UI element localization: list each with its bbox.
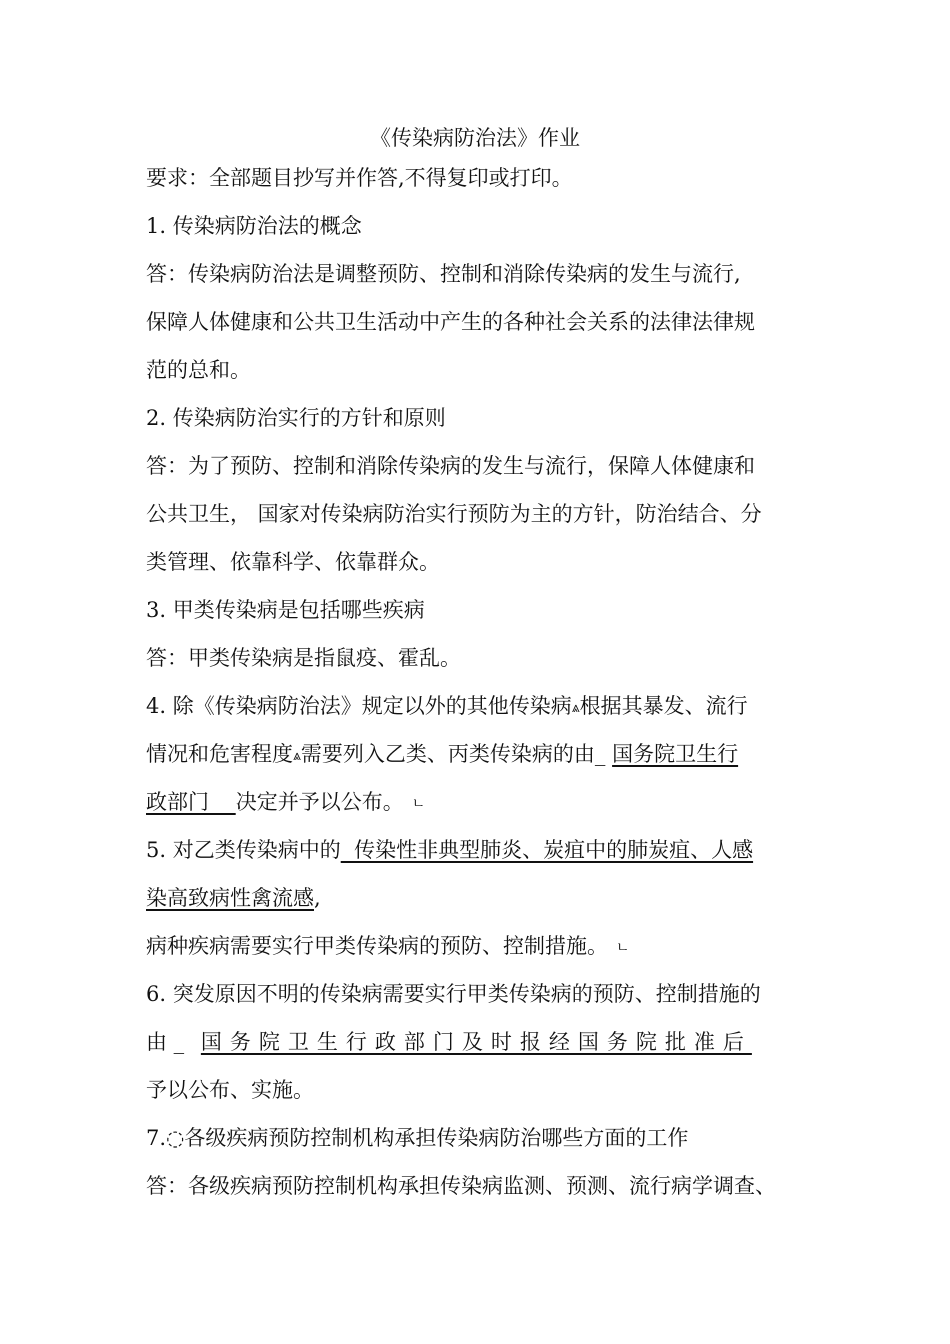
question-6-line-3: 予以公布、实施。 <box>146 1078 314 1102</box>
answer-2-line-3: 类管理、依靠科学、依靠群众。 <box>146 550 440 574</box>
answer-3: 答：甲类传染病是指鼠疫、霍乱。 <box>146 646 461 670</box>
answer-1-line-3: 范的总和。 <box>146 358 251 382</box>
wedge-mark-icon: ⩓ <box>293 748 301 764</box>
question-5-line-1 <box>146 836 826 864</box>
question-4-text-b: 根据其暴发、流行 <box>579 694 748 718</box>
question-4-line-2 <box>146 740 826 770</box>
question-5-text-b: , <box>314 886 321 910</box>
question-5-line-2 <box>146 884 826 912</box>
corner-mark-icon: ㄴ <box>616 940 630 956</box>
fill-in-answer: 国务院卫生行 <box>612 742 739 766</box>
question-4-text-c: 情况和危害程度 <box>146 742 293 766</box>
question-5-text-a: 5. 对乙类传染病中的 <box>146 838 341 862</box>
question-2: 2. 传染病防治实行的方针和原则 <box>146 406 446 430</box>
answer-7-line-1: 答：各级疾病预防控制机构承担传染病监测、预测、流行病学调查、 <box>146 1174 776 1198</box>
fill-in-answer-continued: 染高致病性禽流感 <box>146 886 314 910</box>
blank-prefix: _ <box>594 742 613 766</box>
question-6-line-1: 6. 突发原因不明的传染病需要实行甲类传染病的预防、控制措施的 <box>146 982 761 1006</box>
question-4-text-a: 4. 除《传染病防治法》规定以外的其他传染病 <box>146 694 572 718</box>
answer-2-line-2: 公共卫生， 国家对传染病防治实行预防为主的方针，防治结合、分 <box>146 502 762 526</box>
answer-1-line-1: 答：传染病防治法是调整预防、控制和消除传染病的发生与流行, <box>146 262 741 286</box>
document-title: 《传染病防治法》作业 <box>370 126 580 150</box>
question-6-line-2 <box>146 1028 826 1056</box>
fill-in-answer: 国务院卫生行政部门及时报经国务院批准后 <box>200 1030 752 1054</box>
question-4-line-1 <box>146 692 826 722</box>
question-4-text-d: 需要列入乙类、丙类传染病的由 <box>300 742 595 766</box>
question-7: 7.◌各级疾病预防控制机构承担传染病防治哪些方面的工作 <box>146 1126 689 1150</box>
corner-mark-icon: ㄴ <box>411 796 426 812</box>
answer-1-line-2: 保障人体健康和公共卫生活动中产生的各种社会关系的法律法律规 <box>146 310 755 334</box>
question-4-text-e: 决定并予以公布。 <box>235 790 404 814</box>
question-5-line-3 <box>146 932 826 962</box>
question-5-text-c: 病种疾病需要实行甲类传染病的预防、控制措施。 <box>146 934 608 958</box>
fill-in-answer-continued: 政部门 <box>146 790 209 814</box>
fill-in-answer: 传染性非典型肺炎、炭疽中的肺炭疽、人感 <box>340 838 754 862</box>
requirement-text: 要求：全部题目抄写并作答,不得复印或打印。 <box>146 166 573 190</box>
question-6-text-a: 由 _ <box>146 1030 185 1054</box>
question-4-line-3 <box>146 788 826 818</box>
question-3: 3. 甲类传染病是包括哪些疾病 <box>146 598 425 622</box>
question-1: 1. 传染病防治法的概念 <box>146 214 362 238</box>
answer-2-line-1: 答：为了预防、控制和消除传染病的发生与流行，保障人体健康和 <box>146 454 755 478</box>
wedge-mark-icon: ⩓ <box>571 700 580 716</box>
